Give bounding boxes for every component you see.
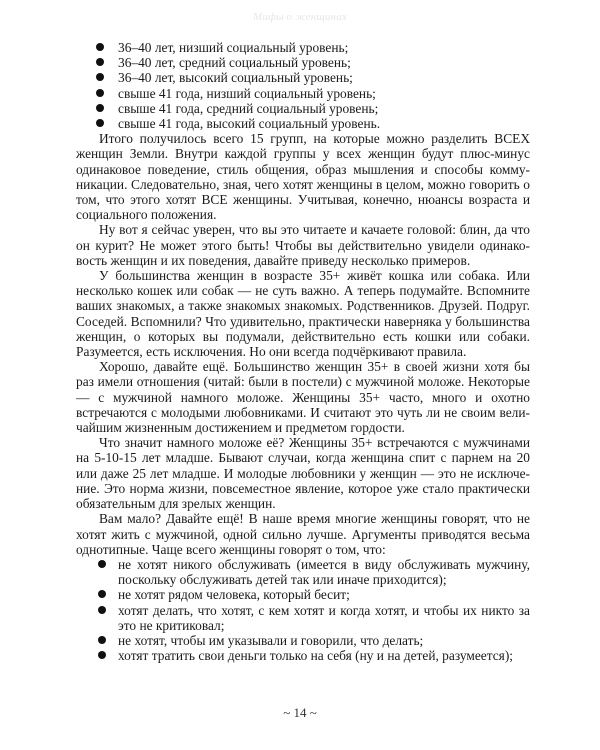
list-item-text: хотят делать, что хотят, с кем хотят и когда хотят, и чтобы их никто за это не критиковал; [118,602,530,633]
bullet-icon [98,590,106,598]
paragraph-groups-summary: Итого получилось всего 15 групп, на которые можно разделить ВСЕХ женщин Земли. Внутри каждой группы у всех женщин будут плюс-минус одинаковое поведение, стиль общения, образ мышления и способы коммуникации. Следовательно, зная, чего хотят женщины в целом, можно говорить о том, что этого хотят ВСЕ женщины. Учитывая, конечно, нюансы возраста и социального положения. [76,131,530,223]
bullet-icon [96,43,104,51]
list-item-text: 36–40 лет, высокий социальный уровень; [118,70,353,86]
list-item-text: свыше 41 года, низший социальный уровень; [118,85,376,101]
bullet-icon [96,104,104,112]
list-item [76,116,530,131]
bullet-icon [96,119,104,127]
list-item [76,40,530,55]
list-item [76,86,530,101]
list-item [76,70,530,85]
paragraph-younger-partners: Хорошо, давайте ещё. Большинство женщин 35+ в своей жизни хотя бы раз имели отношения (читай: были в постели) с мужчиной моложе. Некоторые — с мужчиной намного моложе. Женщины 35+ часто, много и охотно встречаются с молодыми любовниками. И считают это чуть ли не своим величайшим жизненным достижением и предметом гордости. [76,359,530,436]
arguments-list [76,557,530,663]
page-body [76,40,530,663]
list-item-text: 36–40 лет, низший социальный уровень; [118,40,349,55]
bullet-icon [98,636,106,644]
paragraph-age-difference: Что значит намного моложе её? Женщины 35+ встречаются с мужчинами на 5-10-15 лет младше. Бывают случаи, когда женщина спит с парнем на 20 или даже 25 лет младше. И молодые любовники у женщин — это не исключение. Это норма жизни, повсеместное явление, которое уже стало практически обязательным для зрелых женщин. [76,435,530,512]
age-groups-list [76,40,530,131]
list-item-text: хотят тратить свои деньги только на себя (ну и на детей, разумеется); [118,648,514,664]
list-item-text: не хотят, чтобы им указывали и говорили, что делать; [118,632,424,648]
list-item [76,55,530,70]
bullet-icon [96,58,104,66]
list-item [76,557,530,587]
list-item-text: свыше 41 года, высокий социальный уровень. [118,116,381,132]
bullet-icon [98,560,106,568]
list-item [76,648,530,663]
list-item-text: 36–40 лет, средний социальный уровень; [118,55,351,71]
list-item-text: свыше 41 года, средний социальный уровень; [118,100,379,116]
list-item-text: не хотят никого обслуживать (имеется в виду обслуживать мужчину, поскольку обслуживать детей так или иначе приходится); [118,556,530,588]
list-item [76,587,530,602]
bullet-icon [98,606,106,614]
bullet-icon [96,89,104,97]
running-header: Мифы о женщинах [253,11,347,23]
paragraph-living-alone: Вам мало? Давайте ещё! В наше время многие женщины говорят, что не хотят жить с мужчиной, одной сильно лучше. Аргументы приводятся весьма однотипные. Чаще всего женщины говорят о том, что: [76,511,530,557]
bullet-icon [98,651,106,659]
paragraph-reader-doubt: Ну вот я сейчас уверен, что вы это читаете и качаете головой: блин, да что он курит? Не может этого быть! Чтобы вы действительно увидели одинаковость женщин и их поведения, давайте приведу несколько примеров. [76,222,530,268]
list-item-text: не хотят рядом человека, который бесит; [118,587,350,603]
paragraph-pets-example: У большинства женщин в возрасте 35+ живёт кошка или собака. Или несколько кошек или собак — не суть важно. А теперь подумайте. Вспомните ваших знакомых, а также знакомых знакомых. Родственников. Друзей. Подруг. Соседей. Вспомнили? Что удивительно, практически наверняка у большинства женщин, о которых вы подумали, действительно есть кошки или собаки. Разумеется, есть исключения. Но они всегда подчёркивают правила. [76,268,530,360]
list-item [76,633,530,648]
bullet-icon [96,73,104,81]
page-number: ~ 14 ~ [283,705,317,720]
list-item [76,101,530,116]
list-item [76,603,530,633]
